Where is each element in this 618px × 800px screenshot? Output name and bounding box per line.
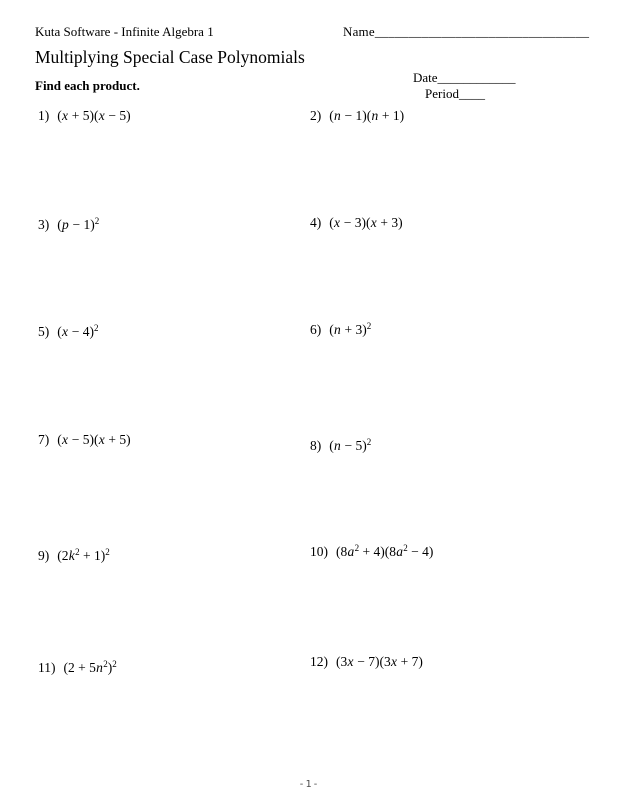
problem-expression: $(n + 3)^2$ [329, 321, 372, 337]
problem-number: 8) [310, 438, 322, 453]
problem-expression: $(8a^2 + 4)(8a^2 - 4)$ [336, 543, 434, 559]
problem-expression: $(n - 5)^2$ [329, 437, 372, 453]
problem-3 [38, 217, 99, 233]
date-blank: Date____________ [413, 70, 516, 85]
instructions: Find each product. [35, 78, 140, 93]
problem-number: 11) [38, 660, 56, 675]
page-number: -1- [298, 779, 320, 790]
problem-expression: (n − 1)(n + 1) [329, 108, 405, 123]
problem-number: 5) [38, 324, 50, 339]
problem-12 [310, 654, 423, 670]
problem-7 [38, 432, 131, 448]
problem-number: 4) [310, 215, 322, 230]
date-period-row [400, 54, 516, 118]
problem-number: 9) [38, 548, 50, 563]
problem-expression: $(x - 4)^2$ [57, 323, 99, 339]
problem-10 [310, 544, 433, 560]
problem-expression: $(2 + 5n^2)^2$ [63, 659, 117, 675]
problem-4 [310, 215, 403, 231]
period-blank: Period____ [425, 86, 485, 101]
problem-expression: $(p - 1)^2$ [57, 216, 100, 232]
problem-1 [38, 108, 131, 124]
problem-2 [310, 108, 404, 124]
problem-expression: (3x − 7)(3x + 7) [336, 654, 423, 669]
publisher-line: Kuta Software - Infinite Algebra 1 [35, 24, 214, 39]
problem-5 [38, 324, 98, 340]
problem-number: 10) [310, 544, 328, 559]
name-blank: Name________________________________ [343, 24, 590, 39]
problem-number: 7) [38, 432, 50, 447]
problem-expression: (x − 5)(x + 5) [57, 432, 131, 447]
problem-expression: (x + 5)(x − 5) [57, 108, 131, 123]
page-title: Multiplying Special Case Polynomials [35, 47, 305, 67]
problem-expression: $(2k^2 + 1)^2$ [57, 547, 110, 563]
problem-number: 12) [310, 654, 328, 669]
problem-number: 1) [38, 108, 50, 123]
problem-11 [38, 660, 117, 676]
problem-9 [38, 548, 110, 564]
problem-expression: (x − 3)(x + 3) [329, 215, 403, 230]
problem-6 [310, 322, 371, 338]
problem-8 [310, 438, 371, 454]
problem-number: 6) [310, 322, 322, 337]
problem-number: 3) [38, 217, 50, 232]
problem-number: 2) [310, 108, 322, 123]
